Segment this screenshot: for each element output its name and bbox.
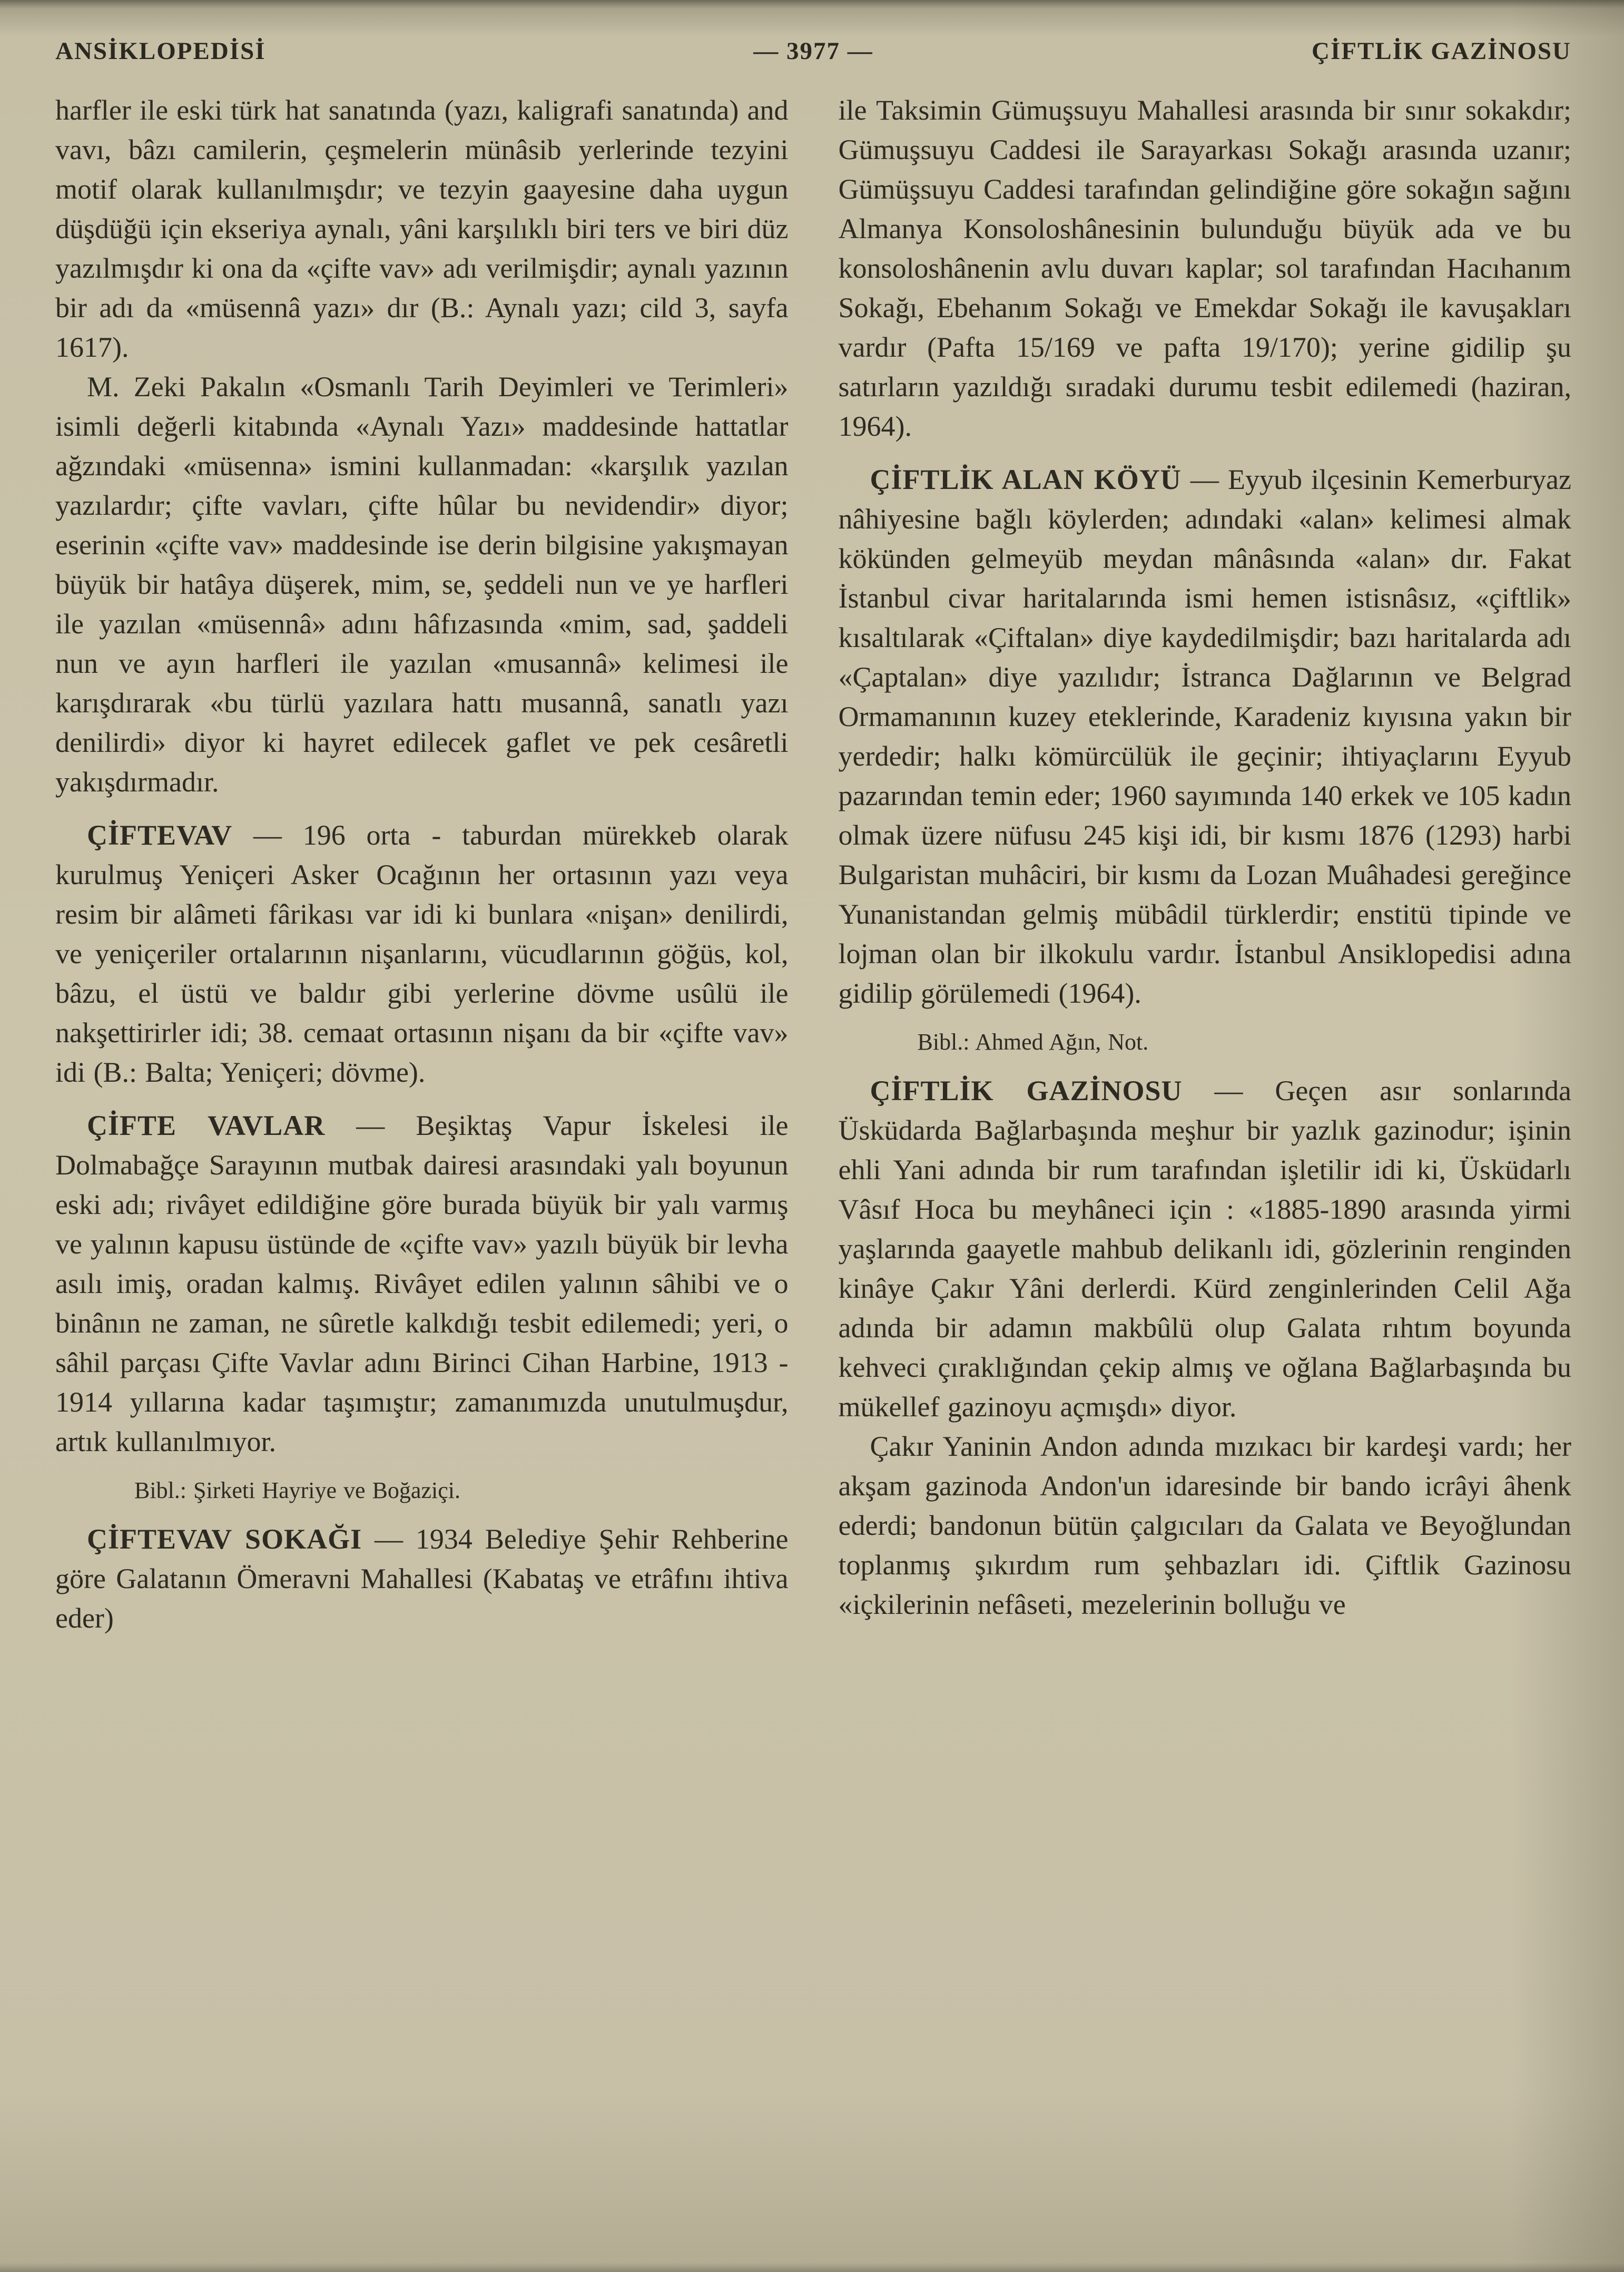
entry-headword: ÇİFTEVAV SOKAĞI bbox=[87, 1523, 362, 1555]
body-paragraph: harfler ile eski türk hat sanatında (yazı, kaligrafi sanatında) and vavı, bâzı camilerin, çeşmelerin münâsib yerlerinde tezyini motif olarak kullanılmışdır; ve tezyin gaayesine daha uygun düşdüğü için ekseriya aynalı, yâni karşılıklı biri ters ve biri düz yazılmışdır ki ona da «çifte vav» adı verilmişdir; aynalı yazının bir adı da «müsennâ yazı» dır (B.: Aynalı yazı; cild 3, sayfa 1617). bbox=[55, 94, 789, 363]
entry-paragraph: ÇİFTLİK ALAN KÖYÜ — Eyyub ilçesinin Kemerburyaz nâhiyesine bağlı köylerden; adındaki «alan» kelimesi almak kökünden gelmeyüb meydan mânâsında «alan» dır. Fakat İstanbul civar haritalarında ismi hemen istisnâsız, «çiftlik» kısaltılarak «Çiftalan» diye kaydedilmişdir; bazı haritalarda adı «Çaptalan» diye yazılıdır; İstranca Dağlarının ve Belgrad Ormamanının kuzey eteklerinde, Karadeniz kıyısına yakın bir yerdedir; halkı kömürcülük ile geçinir; ihtiyaçlarını Eyyub pazarından temin eder; 1960 sayımında 140 erkek ve 105 kadın olmak üzere nüfusu 245 kişi idi, bir kısmı 1876 (1293) harbi Bulgaristan muhâciri, bir kısmı da Lozan Muâhadesi gereğince Yunanistandan gelmiş mübâdil türklerdir; enstitü tipinde ve lojman olan bir ilkokulu vardır. İstanbul Ansiklopedisi adına gidilip görülemedi (1964). bbox=[838, 464, 1571, 1009]
page-number: — 3977 — bbox=[753, 37, 873, 65]
running-title-left: ANSİKLOPEDİSİ bbox=[55, 37, 266, 65]
running-header bbox=[55, 37, 1571, 65]
entry-headword: ÇİFTLİK ALAN KÖYÜ bbox=[870, 464, 1182, 495]
bibliography-note: Bibl.: Ahmed Ağın, Not. bbox=[917, 1029, 1149, 1055]
body-paragraph: M. Zeki Pakalın «Osmanlı Tarih Deyimleri ve Terimleri» isimli değerli kitabında «Aynalı Yazı» maddesinde hattatlar ağzındaki «müsenna» ismini kullanmadan: «karşılık yazılan yazılardır; çifte vavları, çifte hûlar bu nevidendir» diyor; eserinin «çifte vav» maddesinde ise derin bilgisine yakışmayan büyük bir hatâya düşerek, mim, se, şeddeli nun ve ye harfleri ile yazılan «müsennâ» adını hâfızasında «mim, sad, şaddeli nun ve ayın harfleri ile yazılan «musannâ» kelimesi ile karışdırarak «bu türlü yazılara hattı musannâ, sanatlı yazı denilirdi» diyor ki hayret edilecek gaflet ve pek cesâretli yakışdırmadır. bbox=[55, 371, 789, 798]
bibliography-note: Bibl.: Şirketi Hayriye ve Boğaziçi. bbox=[134, 1477, 460, 1503]
entry-headword: ÇİFTE VAVLAR bbox=[87, 1110, 326, 1141]
left-column bbox=[55, 91, 789, 1638]
body-paragraph: ile Taksimin Gümuşsuyu Mahallesi arasında bir sınır sokakdır; Gümuşsuyu Caddesi ile Sarayarkası Sokağı arasında uzanır; Gümüşsuyu Caddesi tarafından gelindiğine göre sokağın sağını Almanya Konsoloshânesinin bulunduğu büyük ada ve bu konsoloshânenin avlu duvarı kaplar; sol tarafından Hacıhanım Sokağı, Ebehanım Sokağı ve Emekdar Sokağı ile kavuşakları vardır (Pafta 15/169 ve pafta 19/170); yerine gidilip şu satırların yazıldığı sıradaki durumu tesbit edilemedi (haziran, 1964). bbox=[838, 94, 1571, 442]
entry-paragraph: ÇİFTLİK GAZİNOSU — Geçen asır sonlarında Üsküdarda Bağlarbaşında meşhur bir yazlık gazinodur; işinin ehli Yani adında bir rum tarafından işletilir idi ki, Üsküdarlı Vâsıf Hoca bu meyhâneci için : «1885-1890 arasında yirmi yaşlarında gaayetle mahbub delikanlı idi, gözlerinin renginden kinâye Çakır Yâni derlerdi. Kürd zenginlerinden Celil Ağa adında bir adamın makbûlü olup Galata rıhtım boyunda kehveci çıraklığından çekip almış ve oğlana Bağlarbaşında bu mükellef gazinoyu açmışdı» diyor. bbox=[838, 1075, 1571, 1423]
running-title-right: ÇİFTLİK GAZİNOSU bbox=[1312, 37, 1571, 65]
entry-paragraph: ÇİFTE VAVLAR — Beşiktaş Vapur İskelesi ile Dolmabağçe Sarayının mutbak dairesi arasındaki yalı boyunun eski adı; rivâyet edildiğine göre burada büyük bir yalı varmış ve yalının kapusu üstünde de «çifte vav» yazılı büyük bir levha asılı imiş, oradan kalmış. Rivâyet edilen yalının sâhibi ve o binânın ne zaman, ne sûretle kalkdığı tesbit edilemedi; yeri, o sâhil parçası Çifte Vavlar adını Birinci Cihan Harbine, 1913 - 1914 yıllarına kadar taşımıştır; zamanımızda unutulmuşdur, artık kullanılmıyor. bbox=[55, 1110, 789, 1457]
body-paragraph: Çakır Yaninin Andon adında mızıkacı bir kardeşi vardı; her akşam gazinoda Andon'un idaresinde bir bando icrâyi âhenk ederdi; bandonun bütün çalgıcıları da Galata ve Beyoğlundan toplanmış şıkırdım rum şehbazları idi. Çiftlik Gazinosu «içkilerinin nefâseti, mezelerinin bolluğu ve bbox=[838, 1431, 1571, 1620]
text-columns bbox=[55, 91, 1571, 1638]
entry-paragraph: ÇİFTEVAV SOKAĞI — 1934 Belediye Şehir Rehberine göre Galatanın Ömeravni Mahallesi (Kabataş ve etrâfını ihtiva eder) bbox=[55, 1523, 789, 1634]
entry-headword: ÇİFTLİK GAZİNOSU bbox=[870, 1075, 1183, 1106]
entry-headword: ÇİFTEVAV bbox=[87, 819, 233, 851]
right-column bbox=[839, 91, 1572, 1638]
entry-paragraph: ÇİFTEVAV — 196 orta - taburdan mürekkeb olarak kurulmuş Yeniçeri Asker Ocağının her ortasının yazı veya resim bir alâmeti fârikası var idi ki bunlara «nişan» denilirdi, ve yeniçeriler ortalarının nişanlarını, vücudlarının göğüs, kol, bâzu, el üstü ve baldır gibi yerlerine dövme usûlü ile nakşettirirler idi; 38. cemaat ortasının nişanı da bir «çifte vav» idi (B.: Balta; Yeniçeri; dövme). bbox=[55, 819, 789, 1088]
